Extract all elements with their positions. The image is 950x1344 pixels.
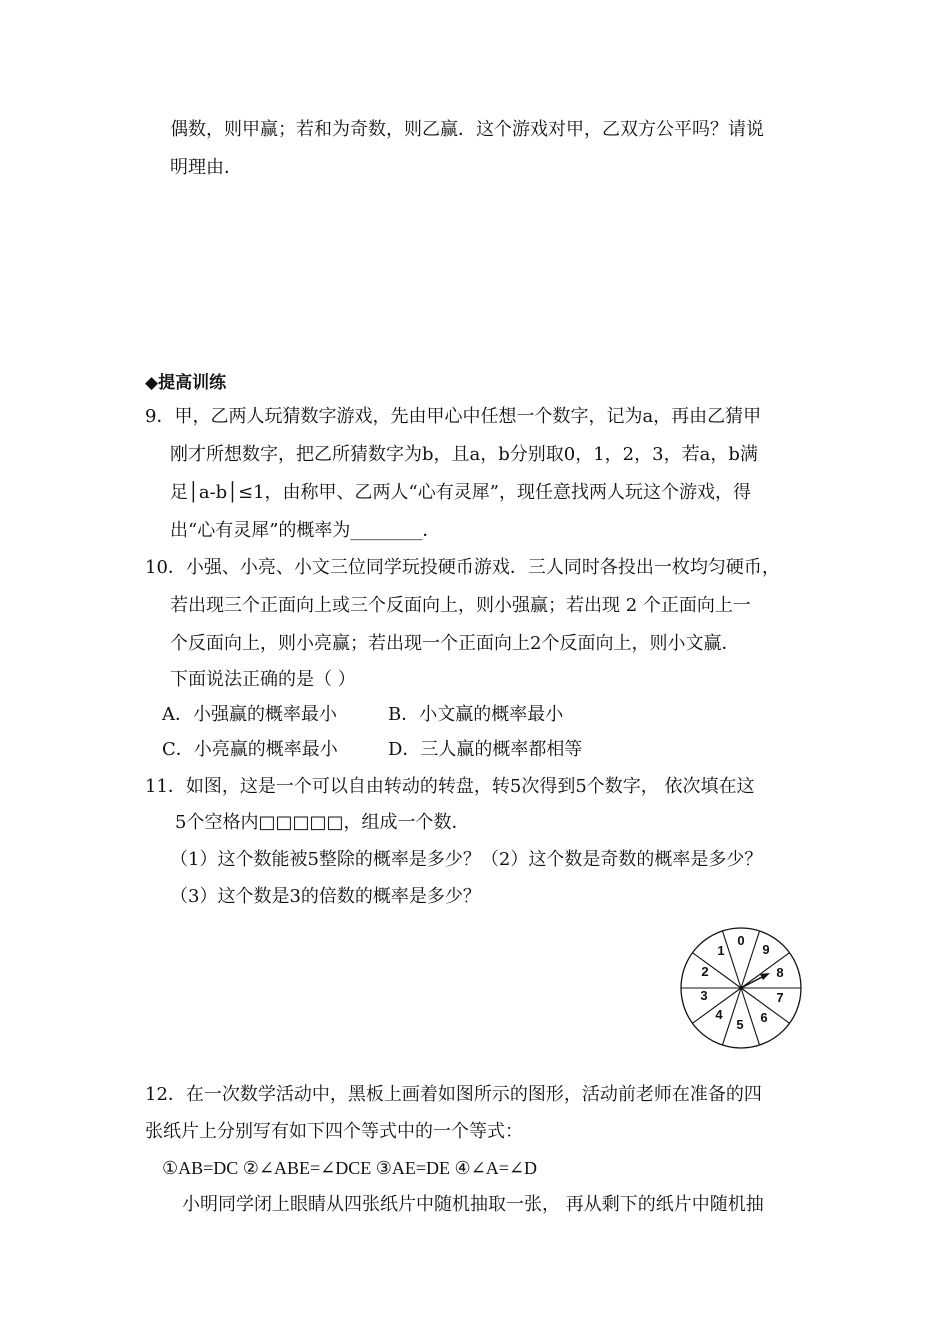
q10-line-1: 10．小强、小亮、小文三位同学玩投硬币游戏．三人同时各投出一枚均匀硬币， <box>145 557 780 578</box>
q10-option-d: D．三人赢的概率都相等 <box>388 739 583 760</box>
q10-line-3: 个反面向上，则小亮赢；若出现一个正面向上2个反面向上，则小文赢． <box>170 633 740 654</box>
q10-option-b: B．小文赢的概率最小 <box>388 704 564 725</box>
q9-line-1: 9．甲，乙两人玩猜数字游戏，先由甲心中任想一个数字，记为a，再由乙猜甲 <box>145 406 762 427</box>
q12-line-2: 张纸片上分别写有如下四个等式中的一个等式： <box>145 1121 523 1142</box>
q9-line-3: 足│a-b│≤1，由称甲、乙两人“心有灵犀”，现任意找两人玩这个游戏，得 <box>170 482 751 503</box>
q10-option-c: C．小亮赢的概率最小 <box>162 739 338 760</box>
q11-line-4: （3）这个数是3的倍数的概率是多少？ <box>170 886 481 907</box>
q9-line-4: 出“心有灵犀”的概率为________． <box>170 520 441 541</box>
sector-label-9: 9 <box>762 942 770 957</box>
spinner-divider <box>741 988 760 1045</box>
q8-text-line-1: 偶数，则甲赢；若和为奇数，则乙赢．这个游戏对甲，乙双方公平吗？请说 <box>170 119 764 140</box>
q11-line-2: 5个空格内□□□□□，组成一个数． <box>175 812 470 833</box>
sector-label-1: 1 <box>717 943 725 958</box>
sector-label-7: 7 <box>776 990 784 1005</box>
section-heading: ◆提高训练 <box>145 373 227 393</box>
q11-line-1: 11．如图，这是一个可以自由转动的转盘，转5次得到5个数字， 依次填在这 <box>145 776 755 797</box>
spinner-divider <box>692 953 741 988</box>
q10-option-a: A．小强赢的概率最小 <box>162 704 337 725</box>
sector-label-0: 0 <box>737 933 745 948</box>
q12-equations: ①AB=DC ②∠ABE=∠DCE ③AE=DE ④∠A=∠D <box>162 1158 537 1178</box>
q12-line-4: 小明同学闭上眼睛从四张纸片中随机抽取一张， 再从剩下的纸片中随机抽 <box>182 1194 764 1215</box>
sector-label-5: 5 <box>736 1017 744 1032</box>
q8-text-line-2: 明理由． <box>170 157 242 178</box>
q11-line-3: （1）这个数能被5整除的概率是多少？（2）这个数是奇数的概率是多少？ <box>170 849 763 870</box>
q9-line-2: 刚才所想数字，把乙所猜数字为b，且a，b分别取0，1，2，3，若a，b满 <box>170 444 758 465</box>
q10-line-2: 若出现三个正面向上或三个反面向上，则小强赢；若出现 2 个正面向上一 <box>170 595 751 616</box>
sector-label-4: 4 <box>715 1007 723 1022</box>
spinner-figure <box>678 925 804 1051</box>
q12-line-1: 12．在一次数学活动中，黑板上画着如图所示的图形，活动前老师在准备的四 <box>145 1084 762 1105</box>
q10-line-4: 下面说法正确的是（ ） <box>170 669 356 690</box>
sector-label-8: 8 <box>776 965 784 980</box>
spinner-arrowhead <box>760 973 770 980</box>
sector-label-2: 2 <box>701 964 709 979</box>
sector-label-3: 3 <box>700 988 708 1003</box>
sector-label-6: 6 <box>760 1010 768 1025</box>
